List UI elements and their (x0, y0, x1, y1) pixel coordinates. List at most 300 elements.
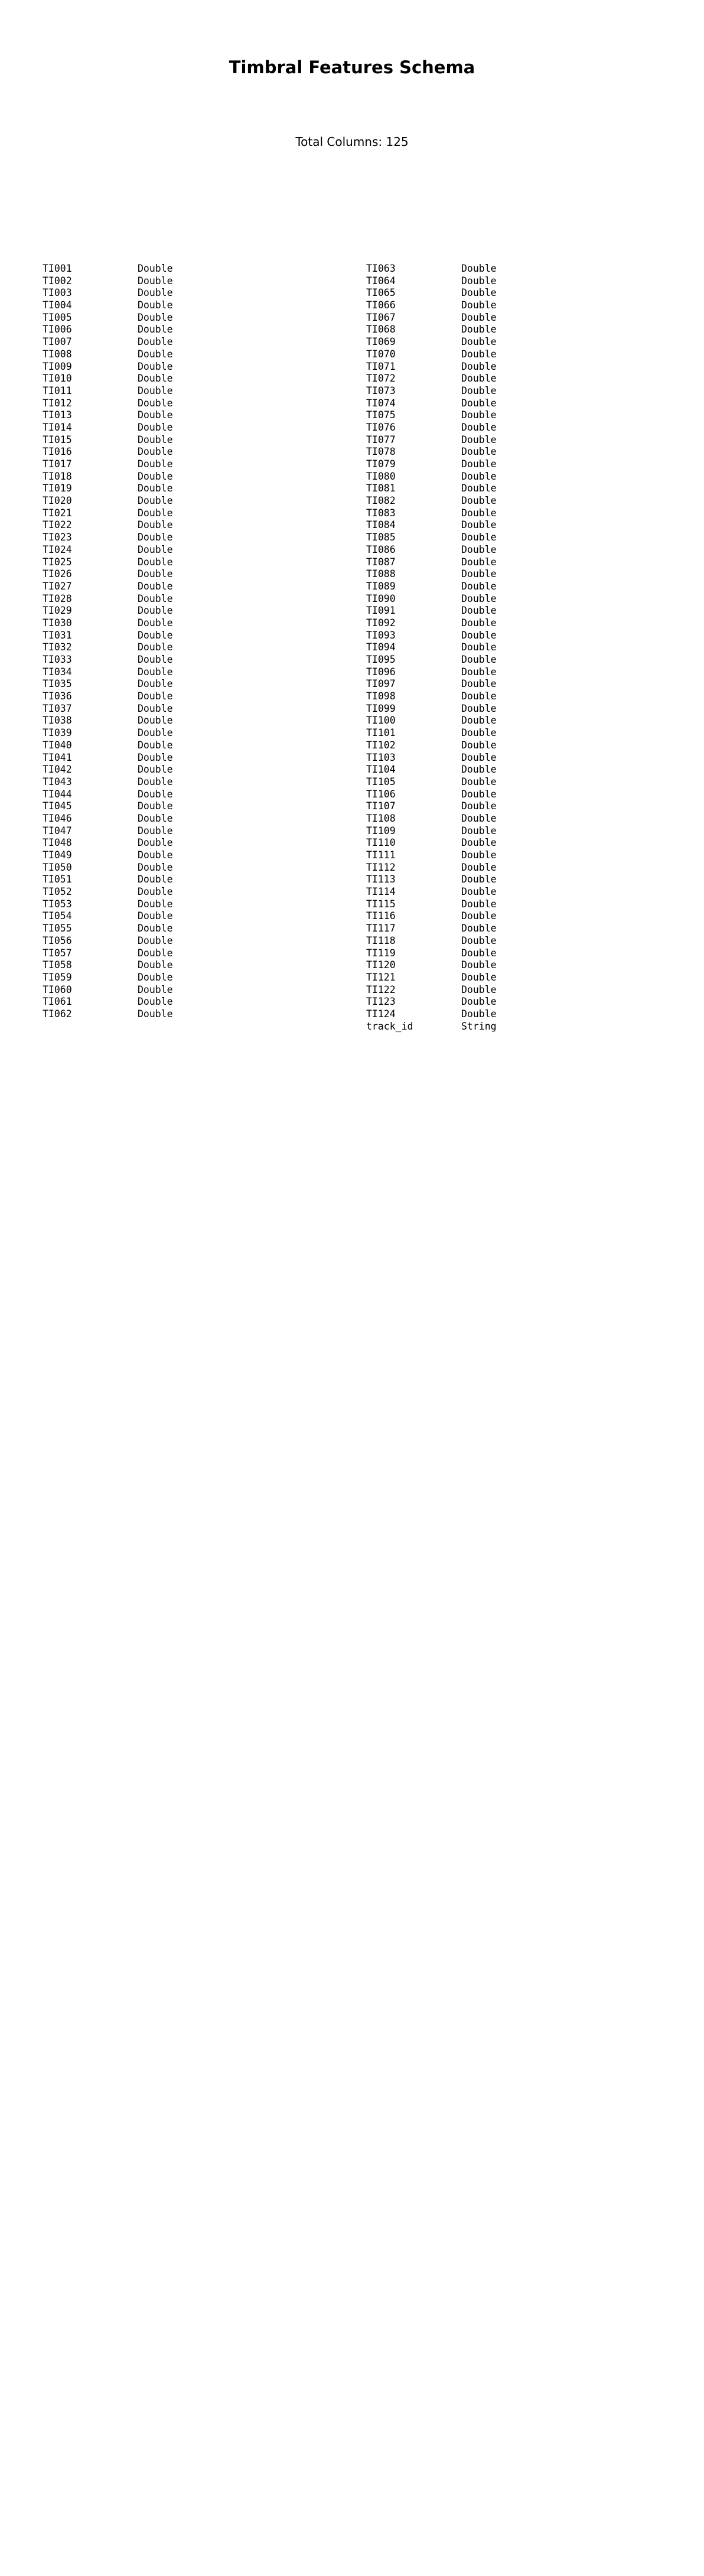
column-name: TI009 (43, 360, 72, 372)
column-type: Double (461, 556, 497, 568)
column-type: Double (461, 837, 497, 849)
column-type: Double (461, 751, 497, 763)
schema-row (43, 471, 279, 483)
column-type: Double (138, 874, 173, 885)
schema-row (366, 666, 602, 679)
column-type: Double (138, 519, 173, 531)
schema-row (43, 776, 279, 789)
column-type: Double (138, 543, 173, 555)
schema-row (366, 984, 602, 996)
schema-row (43, 703, 279, 715)
column-name: TI117 (366, 923, 396, 934)
column-name: TI102 (366, 739, 396, 751)
column-name: TI060 (43, 983, 72, 995)
column-name: TI014 (43, 421, 72, 433)
column-name: TI008 (43, 348, 72, 360)
column-name: TI071 (366, 360, 396, 372)
schema-row (366, 312, 602, 324)
column-type: Double (138, 446, 173, 458)
column-name: TI034 (43, 666, 72, 678)
column-type: Double (138, 421, 173, 433)
column-name: TI018 (43, 470, 72, 482)
column-name: TI047 (43, 825, 72, 836)
schema-row (366, 299, 602, 312)
column-name: TI024 (43, 543, 72, 555)
column-name: TI042 (43, 764, 72, 776)
column-name: TI077 (366, 434, 396, 445)
column-name: TI065 (366, 287, 396, 299)
column-type: Double (138, 617, 173, 628)
column-type: Double (138, 287, 173, 299)
schema-row (43, 409, 279, 422)
schema-row (43, 862, 279, 874)
column-name: TI083 (366, 507, 396, 519)
column-type: Double (138, 299, 173, 311)
column-name: TI081 (366, 483, 396, 494)
column-name: TI007 (43, 336, 72, 348)
column-type: Double (461, 385, 497, 396)
column-name: TI031 (43, 629, 72, 641)
schema-row (43, 910, 279, 923)
column-name: TI037 (43, 702, 72, 714)
column-name: TI052 (43, 886, 72, 898)
column-name: TI017 (43, 458, 72, 470)
column-name: TI038 (43, 715, 72, 727)
schema-row (43, 544, 279, 556)
schema-row (43, 312, 279, 324)
column-type: Double (138, 923, 173, 934)
column-name: TI058 (43, 959, 72, 971)
column-type: Double (138, 336, 173, 348)
column-type: Double (461, 898, 497, 910)
column-type: Double (138, 507, 173, 519)
column-name: TI079 (366, 458, 396, 470)
column-type: Double (461, 263, 497, 274)
schema-row (366, 691, 602, 703)
column-type: Double (461, 373, 497, 385)
column-type: Double (461, 605, 497, 617)
schema-row (366, 800, 602, 813)
column-name: TI045 (43, 800, 72, 812)
column-type: Double (138, 275, 173, 286)
column-name: TI006 (43, 324, 72, 336)
schema-row (43, 1008, 279, 1021)
schema-row (366, 593, 602, 605)
schema-row (366, 532, 602, 544)
schema-row (366, 458, 602, 471)
column-name: TI073 (366, 385, 396, 396)
column-type: Double (461, 458, 497, 470)
schema-row (366, 715, 602, 727)
schema-column-list-left (43, 263, 279, 1021)
column-type: Double (461, 886, 497, 898)
schema-row (366, 825, 602, 838)
schema-row (366, 837, 602, 849)
schema-row (366, 373, 602, 385)
column-name: TI043 (43, 776, 72, 787)
schema-row (366, 385, 602, 398)
column-name: TI106 (366, 788, 396, 800)
schema-row (366, 874, 602, 886)
schema-row (43, 800, 279, 813)
column-type: Double (461, 519, 497, 531)
column-type: Double (138, 654, 173, 665)
schema-row (366, 483, 602, 495)
column-type: Double (461, 629, 497, 641)
column-name: TI114 (366, 886, 396, 898)
column-type: Double (461, 825, 497, 836)
column-name: TI112 (366, 861, 396, 873)
schema-row (43, 519, 279, 532)
column-name: TI046 (43, 812, 72, 824)
column-name: TI061 (43, 996, 72, 1008)
schema-row (43, 886, 279, 898)
column-type: Double (138, 739, 173, 751)
schema-row (366, 287, 602, 299)
column-name: TI048 (43, 837, 72, 849)
column-name: TI105 (366, 776, 396, 787)
schema-row (43, 361, 279, 373)
column-name: TI001 (43, 263, 72, 274)
schema-row (366, 935, 602, 947)
schema-row (43, 813, 279, 825)
schema-row (366, 764, 602, 776)
column-type: Double (138, 666, 173, 678)
column-type: Double (461, 654, 497, 665)
schema-row (366, 349, 602, 361)
schema-row (43, 349, 279, 361)
column-type: Double (461, 409, 497, 421)
column-type: Double (461, 702, 497, 714)
column-name: TI085 (366, 532, 396, 543)
column-type: Double (461, 470, 497, 482)
schema-row (366, 605, 602, 617)
schema-row (43, 630, 279, 642)
schema-row (366, 544, 602, 556)
schema-row (43, 691, 279, 703)
column-type: Double (138, 311, 173, 323)
column-type: Double (138, 373, 173, 385)
column-type: Double (461, 678, 497, 690)
column-type: Double (461, 543, 497, 555)
schema-row (43, 398, 279, 410)
schema-row (43, 641, 279, 654)
column-name: TI096 (366, 666, 396, 678)
column-name: TI120 (366, 959, 396, 971)
column-type: Double (461, 691, 497, 702)
column-name: TI063 (366, 263, 396, 274)
schema-row (43, 666, 279, 679)
column-type: Double (138, 996, 173, 1008)
column-name: TI012 (43, 397, 72, 409)
schema-row (43, 898, 279, 911)
column-type: Double (461, 1008, 497, 1020)
schema-row (366, 495, 602, 507)
column-type: Double (461, 715, 497, 727)
column-type: Double (461, 421, 497, 433)
column-name: TI108 (366, 812, 396, 824)
column-type: Double (138, 898, 173, 910)
schema-row (366, 581, 602, 593)
schema-row (366, 556, 602, 569)
column-type: Double (461, 788, 497, 800)
column-name: TI011 (43, 385, 72, 396)
column-name: TI022 (43, 519, 72, 531)
column-name: TI111 (366, 849, 396, 861)
column-type: Double (138, 764, 173, 776)
column-name: TI094 (366, 641, 396, 653)
column-name: TI072 (366, 373, 396, 385)
column-type: Double (138, 812, 173, 824)
column-type: Double (138, 788, 173, 800)
column-type: Double (138, 751, 173, 763)
column-name: TI080 (366, 470, 396, 482)
schema-row (43, 959, 279, 972)
column-type: Double (461, 727, 497, 739)
column-name: TI088 (366, 568, 396, 580)
column-type: Double (461, 910, 497, 922)
schema-row (43, 727, 279, 740)
column-type: Double (461, 874, 497, 885)
schema-row (366, 849, 602, 862)
column-type: Double (461, 311, 497, 323)
schema-row (366, 263, 602, 275)
schema-row (366, 959, 602, 972)
schema-row (43, 385, 279, 398)
column-name: TI055 (43, 923, 72, 934)
column-type: Double (138, 409, 173, 421)
column-type: Double (461, 324, 497, 336)
column-name: TI089 (366, 580, 396, 592)
column-type: Double (461, 959, 497, 971)
column-type: Double (461, 532, 497, 543)
schema-row (43, 422, 279, 434)
column-type: Double (138, 1008, 173, 1020)
column-name: TI005 (43, 311, 72, 323)
schema-row (43, 764, 279, 776)
column-type: Double (138, 263, 173, 274)
column-type: Double (138, 776, 173, 787)
column-name: TI051 (43, 874, 72, 885)
schema-row (43, 617, 279, 630)
column-type: Double (461, 580, 497, 592)
schema-row (43, 299, 279, 312)
schema-row (366, 324, 602, 336)
schema-row (43, 483, 279, 495)
column-type: Double (138, 641, 173, 653)
column-type: Double (138, 727, 173, 739)
column-name: TI057 (43, 947, 72, 959)
column-name: TI076 (366, 421, 396, 433)
column-type: Double (138, 800, 173, 812)
column-name: TI093 (366, 629, 396, 641)
column-name: TI068 (366, 324, 396, 336)
column-type: Double (461, 861, 497, 873)
schema-title: Timbral Features Schema (229, 57, 475, 77)
column-type: Double (461, 812, 497, 824)
column-type: Double (461, 800, 497, 812)
column-type: Double (461, 971, 497, 983)
column-name: TI036 (43, 691, 72, 702)
schema-row (43, 568, 279, 581)
schema-row (366, 740, 602, 752)
column-name: TI103 (366, 751, 396, 763)
schema-row (43, 373, 279, 385)
column-name: TI074 (366, 397, 396, 409)
schema-row (43, 495, 279, 507)
column-type: Double (138, 947, 173, 959)
column-type: Double (461, 996, 497, 1008)
schema-row (366, 727, 602, 740)
column-name: TI109 (366, 825, 396, 836)
column-type: String (461, 1020, 497, 1032)
schema-row (366, 947, 602, 960)
column-name: TI075 (366, 409, 396, 421)
column-name: TI010 (43, 373, 72, 385)
column-type: Double (461, 592, 497, 604)
schema-row (43, 972, 279, 984)
column-name: TI087 (366, 556, 396, 568)
schema-row (366, 568, 602, 581)
column-name: TI041 (43, 751, 72, 763)
column-type: Double (461, 495, 497, 507)
column-name: TI101 (366, 727, 396, 739)
column-name: TI035 (43, 678, 72, 690)
column-name: TI107 (366, 800, 396, 812)
column-type: Double (138, 495, 173, 507)
column-name: TI028 (43, 592, 72, 604)
column-name: TI098 (366, 691, 396, 702)
schema-row (366, 398, 602, 410)
column-type: Double (138, 605, 173, 617)
column-type: Double (138, 592, 173, 604)
column-name: TI086 (366, 543, 396, 555)
column-name: TI095 (366, 654, 396, 665)
column-type: Double (138, 324, 173, 336)
column-name: TI040 (43, 739, 72, 751)
column-name: TI090 (366, 592, 396, 604)
column-type: Double (138, 825, 173, 836)
column-type: Double (138, 397, 173, 409)
column-name: TI062 (43, 1008, 72, 1020)
column-name: TI039 (43, 727, 72, 739)
column-name: TI044 (43, 788, 72, 800)
column-name: TI019 (43, 483, 72, 494)
column-name: TI030 (43, 617, 72, 628)
column-name: TI099 (366, 702, 396, 714)
schema-row (366, 471, 602, 483)
schema-row (43, 837, 279, 849)
column-type: Double (461, 446, 497, 458)
column-type: Double (138, 861, 173, 873)
column-type: Double (138, 434, 173, 445)
column-name: TI110 (366, 837, 396, 849)
column-type: Double (461, 983, 497, 995)
schema-row (366, 703, 602, 715)
schema-row (43, 336, 279, 349)
column-name: TI020 (43, 495, 72, 507)
schema-row (366, 678, 602, 691)
schema-row (366, 336, 602, 349)
schema-row (43, 715, 279, 727)
schema-row (43, 923, 279, 935)
column-name: TI084 (366, 519, 396, 531)
schema-row (43, 446, 279, 458)
column-name: TI104 (366, 764, 396, 776)
schema-row (43, 752, 279, 764)
schema-row (366, 789, 602, 801)
column-type: Double (461, 666, 497, 678)
column-name: TI003 (43, 287, 72, 299)
column-type: Double (138, 959, 173, 971)
schema-row (366, 422, 602, 434)
schema-row (366, 507, 602, 520)
schema-row (43, 678, 279, 691)
column-name: TI092 (366, 617, 396, 628)
column-name: TI122 (366, 983, 396, 995)
schema-row (366, 862, 602, 874)
column-name: TI059 (43, 971, 72, 983)
column-type: Double (138, 971, 173, 983)
column-name: TI115 (366, 898, 396, 910)
schema-row (43, 532, 279, 544)
column-name: TI050 (43, 861, 72, 873)
column-name: TI082 (366, 495, 396, 507)
total-columns-label: Total Columns: 125 (295, 135, 409, 149)
column-name: TI004 (43, 299, 72, 311)
schema-row (366, 923, 602, 935)
schema-row (366, 910, 602, 923)
column-type: Double (461, 397, 497, 409)
column-type: Double (138, 629, 173, 641)
schema-row (43, 507, 279, 520)
column-type: Double (138, 849, 173, 861)
column-name: TI023 (43, 532, 72, 543)
schema-row (366, 519, 602, 532)
column-name: TI097 (366, 678, 396, 690)
schema-row (43, 984, 279, 996)
column-name: TI100 (366, 715, 396, 727)
schema-row (43, 849, 279, 862)
column-type: Double (461, 287, 497, 299)
column-type: Double (461, 641, 497, 653)
column-name: TI078 (366, 446, 396, 458)
column-type: Double (461, 739, 497, 751)
schema-row (366, 617, 602, 630)
column-type: Double (461, 947, 497, 959)
column-type: Double (461, 483, 497, 494)
column-type: Double (461, 507, 497, 519)
schema-row (366, 1021, 602, 1033)
column-name: TI113 (366, 874, 396, 885)
column-name: TI002 (43, 275, 72, 286)
column-type: Double (138, 458, 173, 470)
schema-row (43, 275, 279, 288)
schema-row (43, 287, 279, 299)
column-name: TI124 (366, 1008, 396, 1020)
column-name: TI027 (43, 580, 72, 592)
column-type: Double (138, 348, 173, 360)
schema-row (43, 605, 279, 617)
column-name: TI053 (43, 898, 72, 910)
schema-row (43, 593, 279, 605)
schema-row (43, 434, 279, 447)
column-type: Double (461, 617, 497, 628)
schema-row (366, 361, 602, 373)
schema-row (43, 996, 279, 1008)
column-name: TI025 (43, 556, 72, 568)
column-name: TI026 (43, 568, 72, 580)
